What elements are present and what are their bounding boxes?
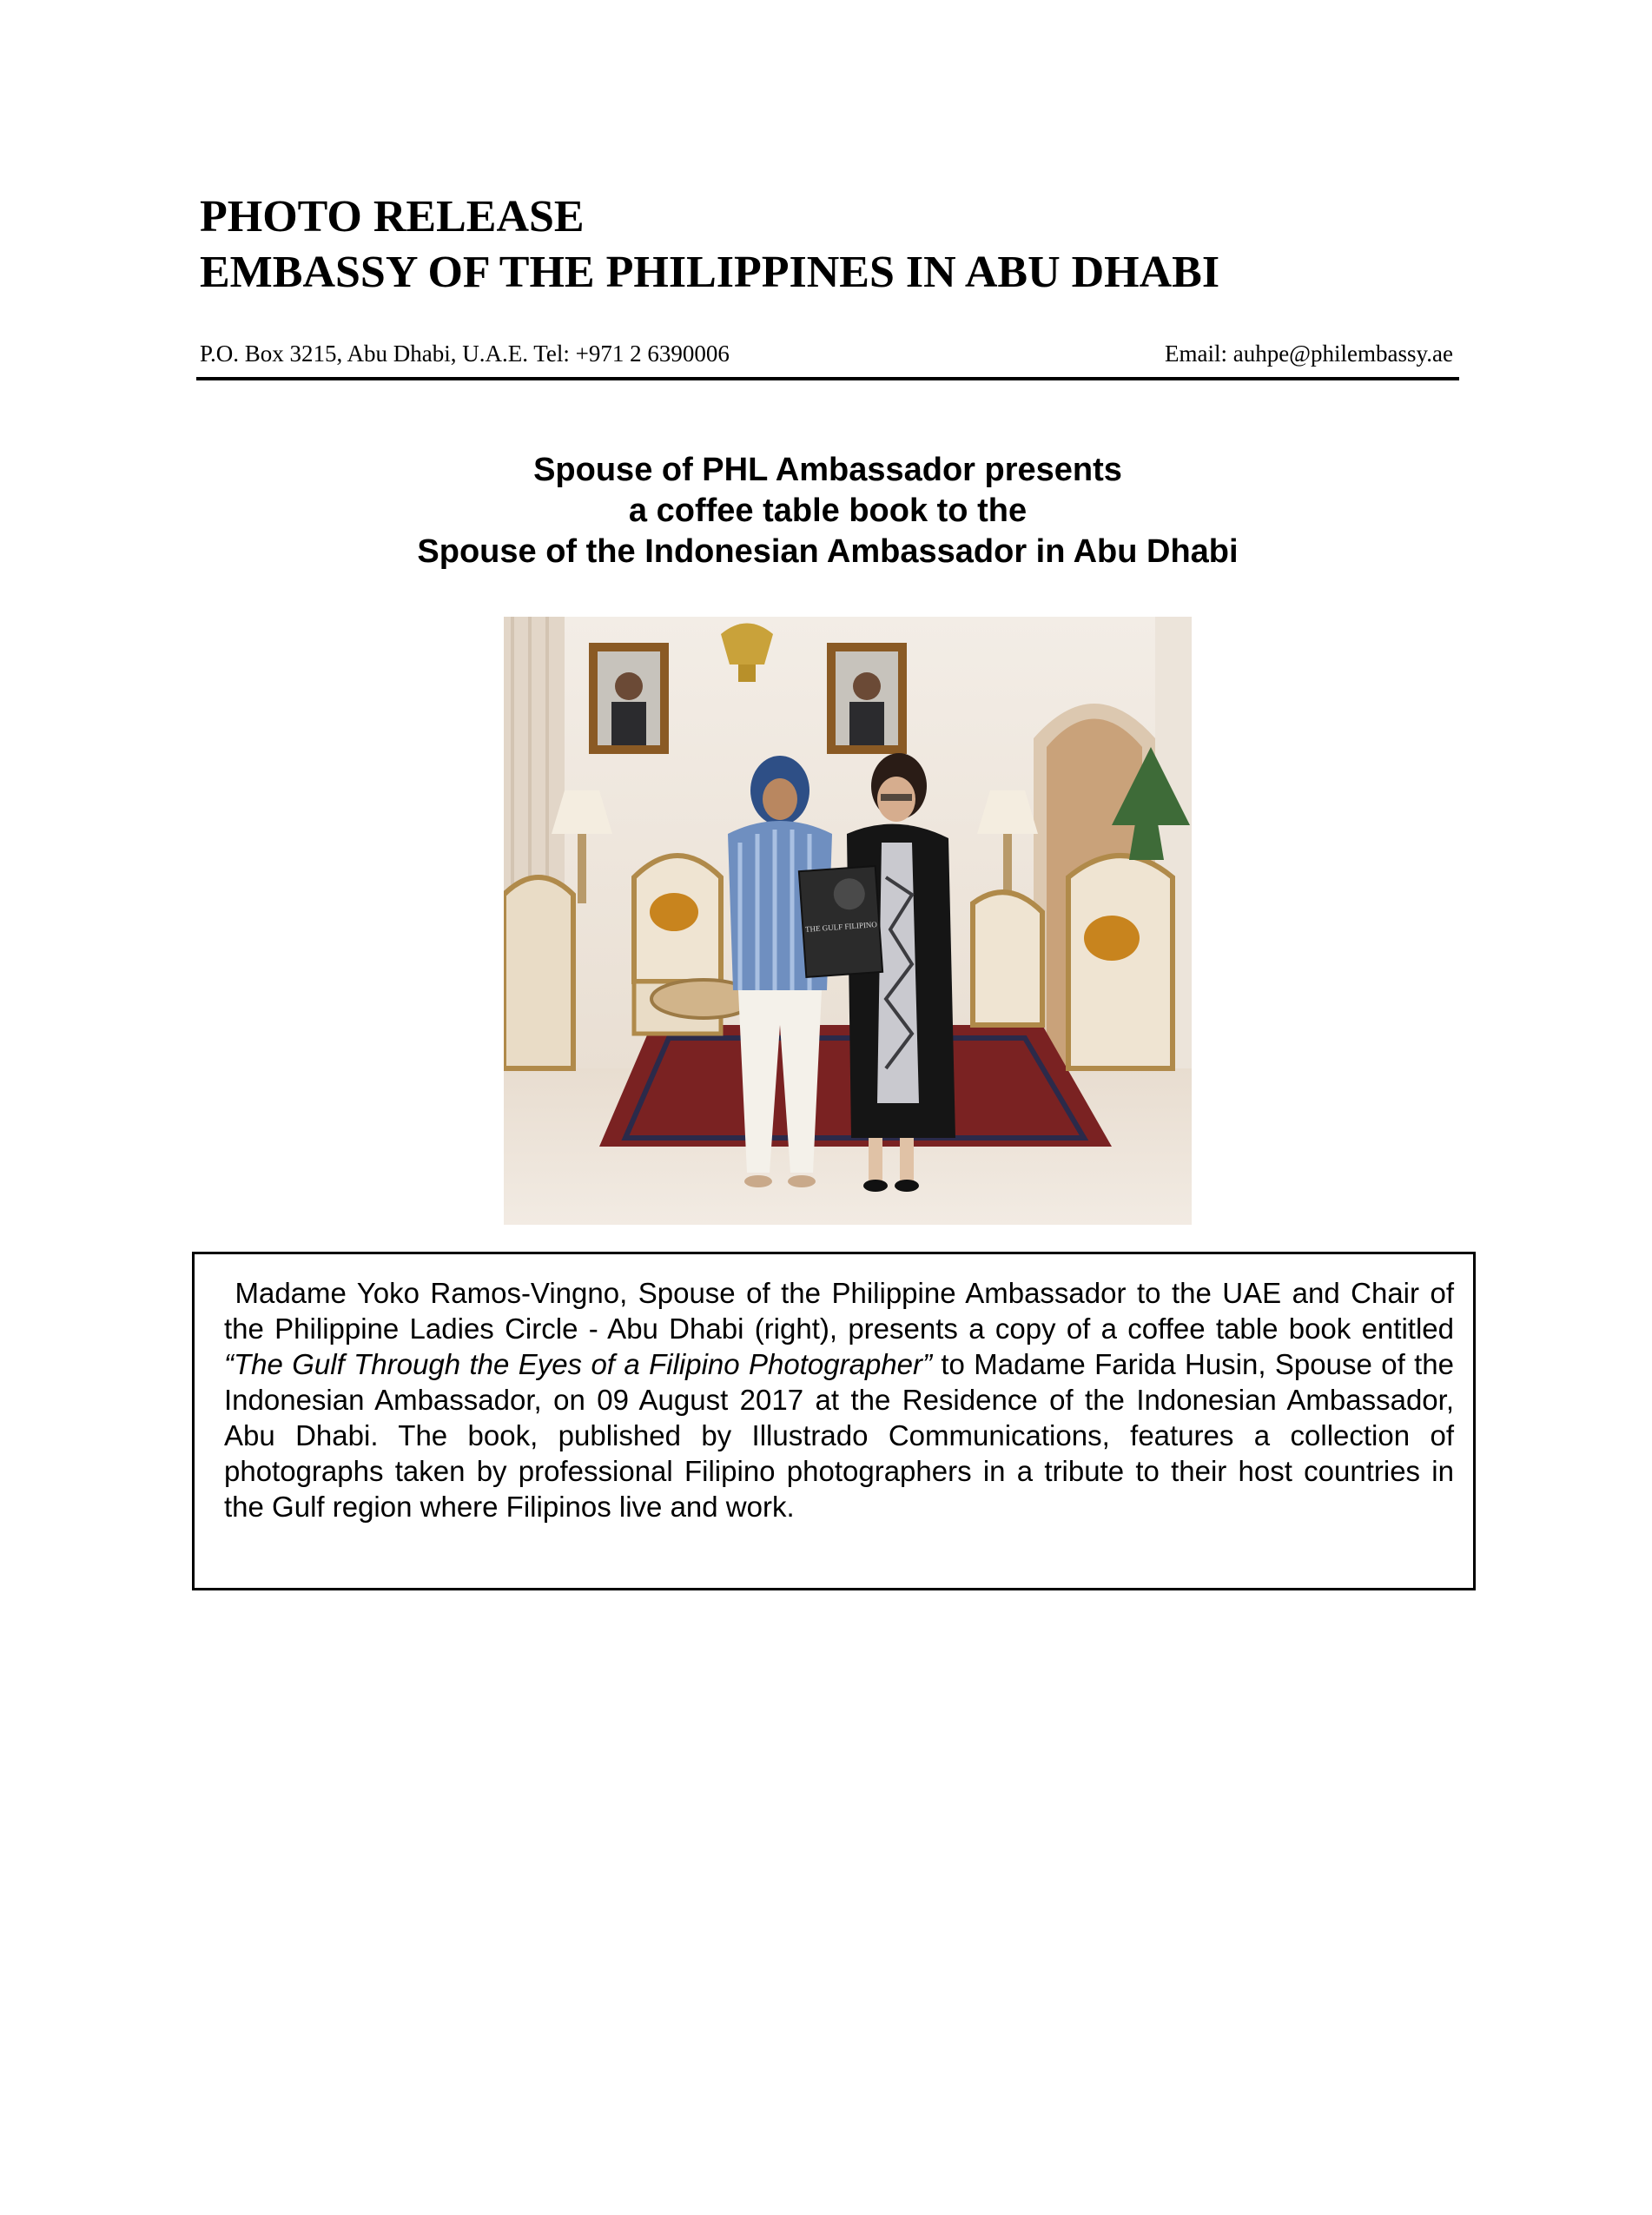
coffee-table-book bbox=[799, 866, 882, 977]
caption-text-part-2: to Madame Farida Husin, Spouse of the Indonesian Ambassador, on 09 August 2017 at the Residence of the Indonesian Ambassador, Abu Dhabi. The book, published by Illustrado Communications, features a collection of photographs taken by professional Filipino photographers in a tribute to their host countries in the Gulf region where Filipinos live and work. bbox=[224, 1348, 1454, 1523]
header-divider bbox=[196, 377, 1459, 380]
book-title: “The Gulf Through the Eyes of a Filipino Photographer” bbox=[224, 1348, 932, 1380]
photo-caption bbox=[224, 1275, 1454, 1524]
release-header bbox=[200, 189, 1219, 301]
embassy-name: EMBASSY OF THE PHILIPPINES IN ABU DHABI bbox=[200, 248, 1220, 297]
address-phone: P.O. Box 3215, Abu Dhabi, U.A.E. Tel: +971 2 6390006 bbox=[200, 341, 730, 367]
headline bbox=[196, 450, 1459, 572]
release-type: PHOTO RELEASE bbox=[200, 192, 585, 241]
headline-line-3: Spouse of the Indonesian Ambassador in Abu Dhabi bbox=[417, 533, 1239, 570]
event-photo bbox=[504, 617, 1192, 1225]
contact-line bbox=[200, 339, 1459, 368]
event-photo-illustration bbox=[504, 617, 1192, 1225]
book-cover-text: THE GULF FILIPINO bbox=[804, 920, 878, 934]
email-address: Email: auhpe@philembassy.ae bbox=[1164, 341, 1453, 367]
headline-line-2: a coffee table book to the bbox=[628, 493, 1028, 529]
caption-text-part-1: Madame Yoko Ramos-Vingno, Spouse of the Philippine Ambassador to the UAE and Chair of the Philippine Ladies Circle - Abu Dhabi (right), presents a copy of a coffee table book entitled bbox=[224, 1277, 1455, 1345]
headline-line-1: Spouse of PHL Ambassador presents bbox=[533, 452, 1122, 488]
